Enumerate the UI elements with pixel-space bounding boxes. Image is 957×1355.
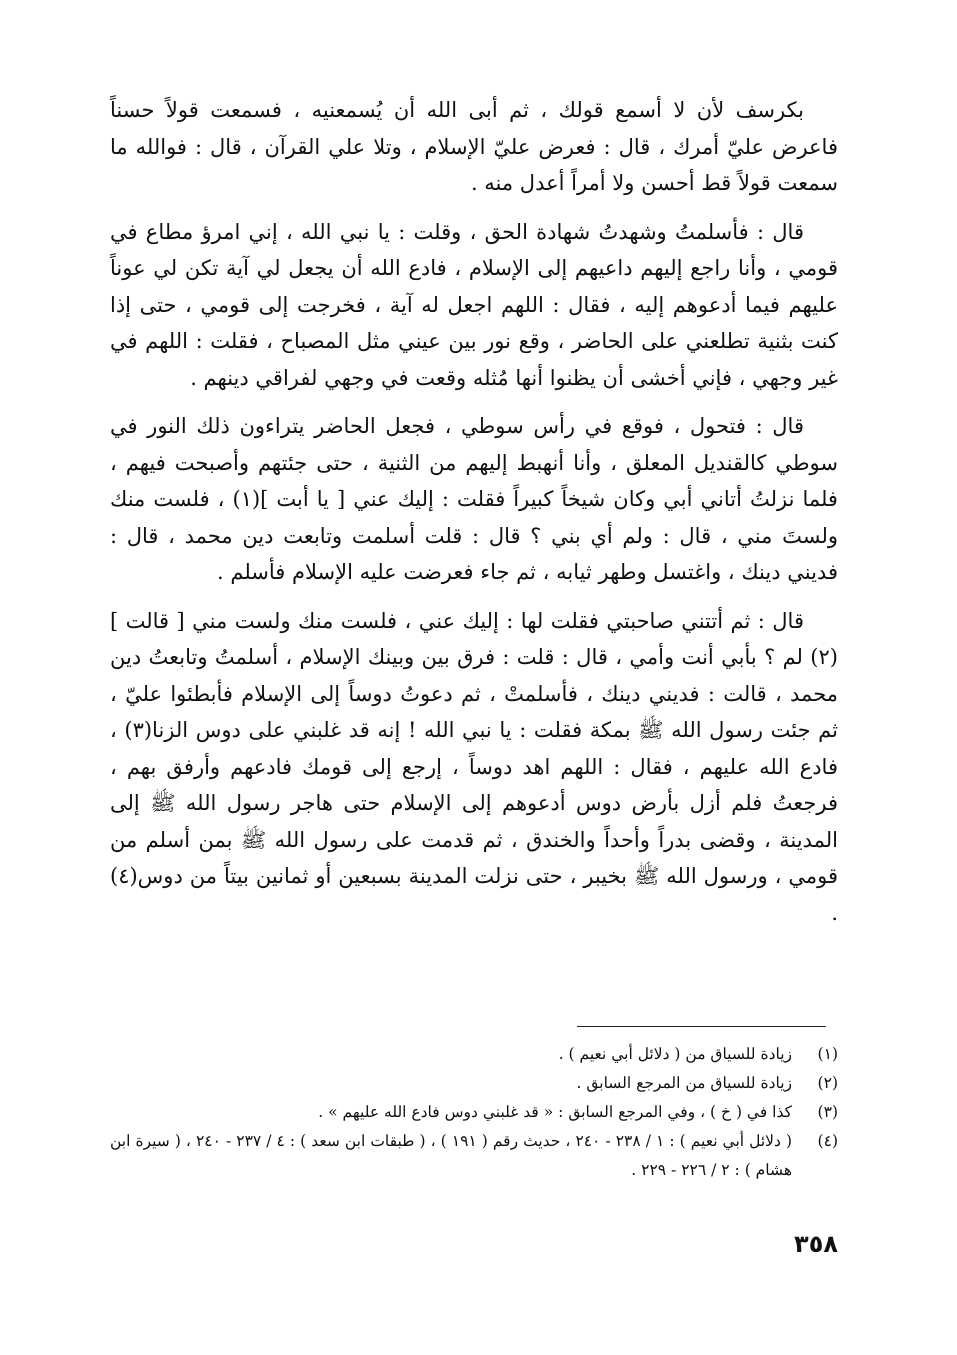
paragraph: قال : فتحول ، فوقع في رأس سوطي ، فجعل الحاضر يتراءون ذلك النور في سوطي كالقنديل المعلق ، وأنا أنهبط إليهم من الثنية ، حتى جئتهم وأصبحت فيهم ، فلما نزلتُ أتاني أبي وكان شيخاً كبيراً فقلت : إليك عني [ يا أبت ](١) ، فلست منك ولستَ مني ، قال : ولم أي بني ؟ قال : قلت أسلمت وتابعت دين محمد ، قال : فديني دينك ، واغتسل وطهر ثيابه ، ثم جاء فعرضت عليه الإسلام فأسلم . bbox=[110, 414, 838, 584]
footnote-number: (١) bbox=[817, 1045, 838, 1063]
footnote-separator bbox=[577, 1026, 826, 1027]
footnote-text: ( دلائل أبي نعيم ) : ١ / ٢٣٨ - ٢٤٠ ، حديث رقم ( ١٩١ ) ، ( طبقات ابن سعد ) : ٤ / ٢٣٧ - ٢٤٠ ، ( سيرة ابن هشام ) : ٢ / ٢٢٦ - ٢٢٩ . bbox=[110, 1132, 792, 1179]
paragraph: بكرسف لأن لا أسمع قولك ، ثم أبى الله أن يُسمعنيه ، فسمعت قولاً حسناً فاعرض عليّ أمرك ، قال : فعرض عليّ الإسلام ، وتلا علي القرآن ، قال : فوالله ما سمعت قولاً قط أحسن ولا أمراً أعدل منه . bbox=[110, 98, 838, 195]
footnote-text: زيادة للسياق من ( دلائل أبي نعيم ) . bbox=[558, 1045, 792, 1063]
footnote-number: (٢) bbox=[817, 1074, 838, 1092]
paragraph: قال : فأسلمتُ وشهدتُ شهادة الحق ، وقلت : يا نبي الله ، إني امرؤ مطاع في قومي ، وأنا راجع إليهم داعيهم إلى الإسلام ، فادع الله أن يجعل لي آية تكن لي عوناً عليهم فيما أدعوهم إليه ، فقال : اللهم اجعل له آية ، فخرجت إلى قومي ، حتى إذا كنت بثنية تطلعني على الحاضر ، وقع نور بين عيني مثل المصباح ، فقلت : اللهم في غير وجهي ، فإني أخشى أن يظنوا أنها مُثله وقعت في وجهي لفراقي دينهم . bbox=[110, 219, 838, 390]
footnotes bbox=[110, 1040, 838, 1185]
footnote-number: (٣) bbox=[817, 1103, 838, 1121]
footnote bbox=[110, 1098, 838, 1127]
footnote bbox=[110, 1127, 838, 1185]
footnote bbox=[110, 1069, 838, 1098]
footnote-number: (٤) bbox=[817, 1132, 838, 1150]
paragraph: قال : ثم أتتني صاحبتي فقلت لها : إليك عني ، فلست منك ولست مني [ قالت ](٢) لم ؟ بأبي أنت وأمي ، قال : قلت : فرق بين وبينك الإسلام ، أسلمتُ وتابعتُ دين محمد ، قالت : فديني دينك ، فأسلمتْ ، ثم دعوتُ دوساً إلى الإسلام فأبطئوا عليّ ، ثم جئت رسول الله ﷺ بمكة فقلت : يا نبي الله ! إنه قد غلبني على دوس الزنا(٣) ، فادع الله عليهم ، فقال : اللهم اهد دوساً ، إرجع إلى قومك فادعهم وأرفق بهم ، فرجعتُ فلم أزل بأرض دوس أدعوهم إلى الإسلام حتى هاجر رسول الله ﷺ إلى المدينة ، وقضى بدراً وأحداً والخندق ، ثم قدمت على رسول الله ﷺ بمن أسلم من قومي ، ورسول الله ﷺ بخيبر ، حتى نزلت المدينة بسبعين أو ثمانين بيتاً من دوس(٤) . bbox=[110, 608, 838, 925]
footnote-text: كذا في ( خ ) ، وفي المرجع السابق : « قد غلبني دوس فادع الله عليهم » . bbox=[318, 1103, 792, 1121]
main-text bbox=[110, 92, 838, 943]
footnote-text: زيادة للسياق من المرجع السابق . bbox=[576, 1074, 792, 1092]
footnote bbox=[110, 1040, 838, 1069]
page-number: ٣٥٨ bbox=[794, 1230, 838, 1258]
